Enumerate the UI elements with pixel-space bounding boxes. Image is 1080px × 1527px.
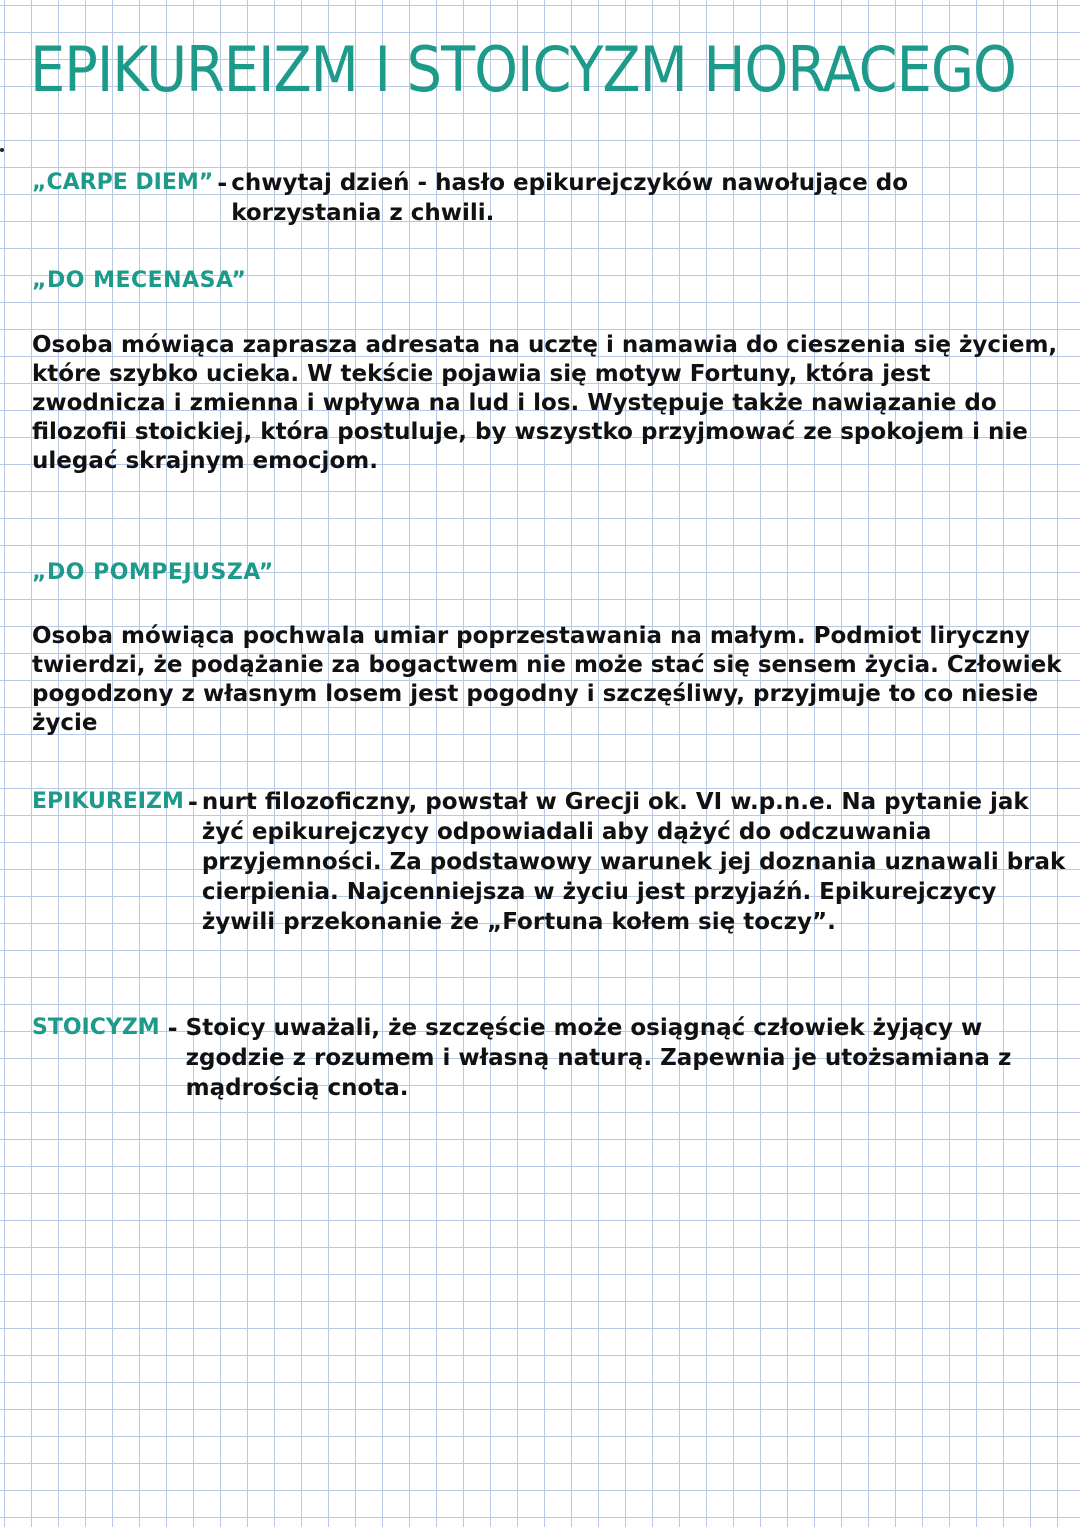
- carpe-diem-definition: chwytaj dzień - hasło epikurejczyków nawołujące do korzystania z chwili.: [231, 170, 908, 226]
- do-mecenasa-heading: „DO MECENASA”: [32, 268, 247, 293]
- do-pompejusza-heading: „DO POMPEJUSZA”: [32, 560, 274, 585]
- carpe-diem-entry: [32, 168, 1062, 228]
- epikureizm-entry: [32, 787, 1072, 937]
- stoicyzm-definition: Stoicy uważali, że szczęście może osiągnąć człowiek żyjący w zgodzie z rozumem i własną naturą. Zapewnia je utożsamiana z mądrością cnota.: [185, 1015, 1012, 1101]
- margin-dot: [0, 148, 4, 152]
- epikureizm-term: EPIKUREIZM: [32, 789, 184, 814]
- stoicyzm-entry: [32, 1013, 1072, 1103]
- page-title: EPIKUREIZM I STOICYZM HORACEGO: [30, 33, 1016, 106]
- carpe-diem-term: „CARPE DIEM”: [32, 170, 214, 195]
- do-pompejusza-text: Osoba mówiąca pochwala umiar poprzestawania na małym. Podmiot liryczny twierdzi, że podążanie za bogactwem nie może stać się sensem życia. Człowiek pogodzony z własnym losem jest pogodny i szczęśliwy, przyjmuje to co niesie życie: [32, 623, 1062, 736]
- epikureizm-dash: -: [187, 788, 198, 816]
- epikureizm-definition: nurt filozoficzny, powstał w Grecji ok. VI w.p.n.e. Na pytanie jak żyć epikurejczycy odpowiadali aby dążyć do odczuwania przyjemności. Za podstawowy warunek jej doznania uznawali brak cierpienia. Najcenniejsza w życiu jest przyjaźń. Epikurejczycy żywili przekonanie że „Fortuna kołem się toczy”.: [201, 789, 1066, 935]
- stoicyzm-dash: -: [167, 1014, 178, 1042]
- do-mecenasa-text: Osoba mówiąca zaprasza adresata na ucztę i namawia do cieszenia się życiem, które szybko ucieka. W tekście pojawia się motyw Fortuny, która jest zwodnicza i zmienna i wpływa na lud i los. Występuje także nawiązanie do filozofii stoickiej, która postuluje, by wszystko przyjmować ze spokojem i nie ulegać skrajnym emocjom.: [32, 332, 1058, 474]
- stoicyzm-term: STOICYZM: [32, 1015, 160, 1040]
- carpe-diem-dash: -: [217, 169, 228, 197]
